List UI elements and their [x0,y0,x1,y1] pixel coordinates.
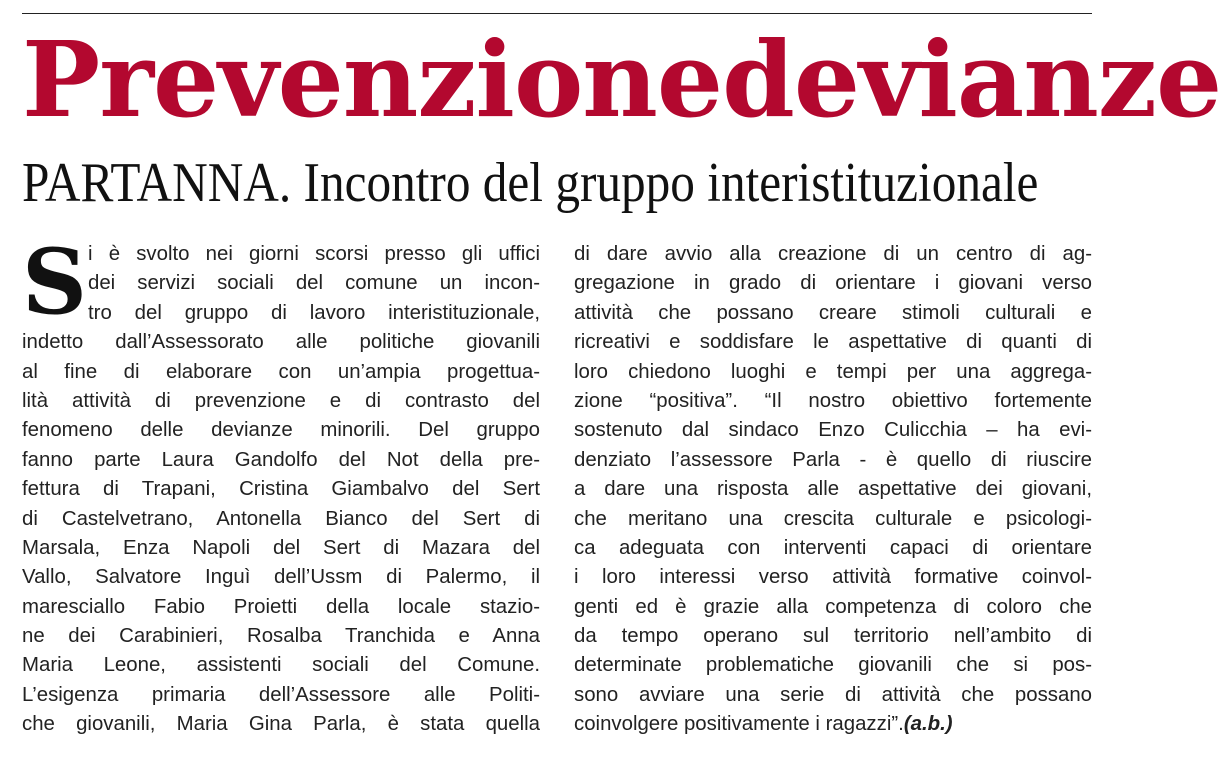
article-line: indetto dall’Assessorato alle politiche giovanili [22,331,540,354]
article-line-final [574,710,1092,739]
article-line: sostenuto dal sindaco Enzo Culicchia – ha evi- [574,419,1092,442]
author-signature: (a.b.) [903,713,953,736]
drop-cap: S [22,229,87,335]
article-line: di dare avvio alla creazione di un centro di ag- [574,243,1092,265]
article-line: zione “positiva”. “Il nostro obiettivo fortemente [574,389,1092,412]
article-line: fettura di Trapani, Cristina Giambalvo del Sert [22,478,540,501]
article-line: ne dei Carabinieri, Rosalba Tranchida e Anna [22,625,540,648]
article-line: denziato l’assessore Parla - è quello di riuscire [574,448,1092,471]
article-column-left [22,229,540,740]
article-line: sono avviare una serie di attività che possano [574,683,1092,706]
article-line: maresciallo Fabio Proietti della locale stazio- [22,595,540,618]
article-line: loro chiedono luoghi e tempi per una aggrega- [574,360,1092,383]
article-line: attività che possano creare stimoli culturali e [574,301,1092,324]
article-line: tro del gruppo di lavoro interistituzionale, [88,301,540,324]
article-line: ricreativi e soddisfare le aspettative di quanti di [574,331,1092,354]
article-line: dei servizi sociali del comune un incon- [88,272,540,295]
article-line: determinate problematiche giovanili che si pos- [574,654,1092,677]
article-line: L’esigenza primaria dell’Assessore alle Politi- [22,683,540,706]
article-line: di Castelvetrano, Antonella Bianco del Sert di [22,507,540,530]
headline-word-1: Prevenzione [22,18,723,141]
article-line: genti ed è grazie alla competenza di coloro che [574,595,1092,618]
article-line: i loro interessi verso attività formative coinvol- [574,566,1092,589]
headline [22,18,1221,141]
article-line: i è svolto nei giorni scorsi presso gli uffici [88,243,540,265]
subheadline: PARTANNA. Incontro del gruppo interistituzionale [22,152,1039,214]
article-line: lità attività di prevenzione e di contrasto del [22,389,540,412]
article-line: da tempo operano sul territorio nell’ambito di [574,625,1092,648]
article-line: fanno parte Laura Gandolfo del Not della pre- [22,448,540,471]
article-column-right [574,240,1092,740]
article-line: Maria Leone, assistenti sociali del Comune. [22,654,540,677]
article-line: al fine di elaborare con un’ampia progettua- [22,360,540,383]
article-line: ca adeguata con interventi capaci di orientare [574,536,1092,559]
article-line: gregazione in grado di orientare i giovani verso [574,272,1092,295]
article-line: coinvolgere positivamente i ragazzi”. [574,713,904,736]
article-line: fenomeno delle devianze minorili. Del gruppo [22,419,540,442]
article-line: a dare una risposta alle aspettative dei giovani, [574,478,1092,501]
headline-word-2: devianze [722,18,1221,141]
top-rule [22,13,1092,14]
article-line: che giovanili, Maria Gina Parla, è stata quella [22,713,540,736]
article-line: Vallo, Salvatore Inguì dell’Ussm di Palermo, il [22,566,540,589]
article-line: Marsala, Enza Napoli del Sert di Mazara del [22,536,540,559]
article-line: che meritano una crescita culturale e psicologi- [574,507,1092,530]
